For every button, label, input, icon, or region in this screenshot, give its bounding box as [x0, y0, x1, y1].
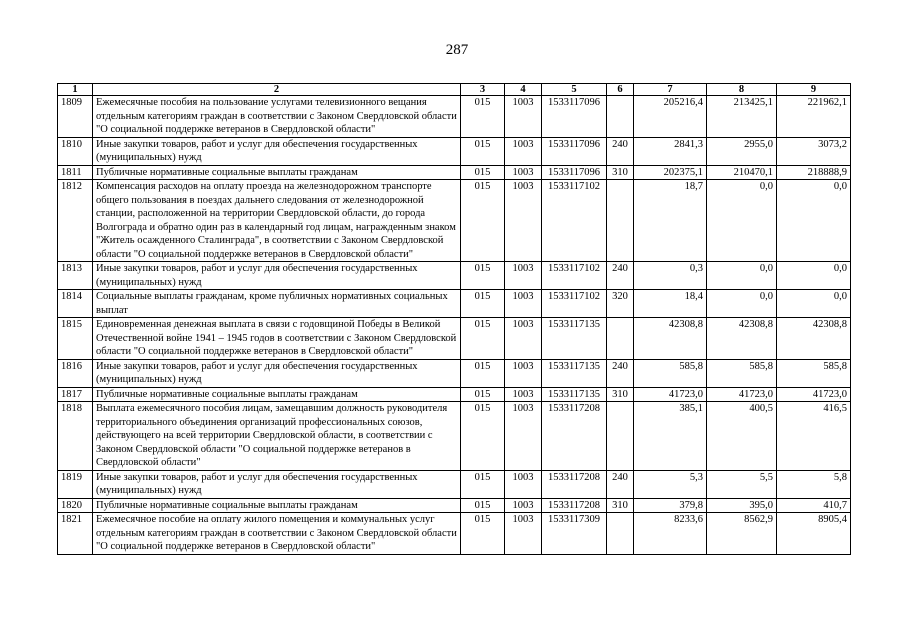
row-value-year3: 5,8: [777, 470, 851, 498]
row-description: Социальные выплаты гражданам, кроме публичных нормативных социальных выплат: [93, 290, 461, 318]
row-value-year2: 41723,0: [707, 387, 777, 402]
table-row: [58, 498, 851, 513]
row-number: 1815: [58, 318, 93, 360]
row-admin-code: 015: [461, 262, 505, 290]
row-value-year2: 8562,9: [707, 513, 777, 555]
row-section-code: 1003: [505, 318, 542, 360]
row-value-year3: 3073,2: [777, 137, 851, 165]
row-section-code: 1003: [505, 96, 542, 138]
row-target-code: 1533117135: [542, 359, 607, 387]
row-admin-code: 015: [461, 513, 505, 555]
row-expense-type: 240: [607, 137, 634, 165]
row-value-year3: 585,8: [777, 359, 851, 387]
row-number: 1813: [58, 262, 93, 290]
row-admin-code: 015: [461, 359, 505, 387]
row-section-code: 1003: [505, 402, 542, 471]
row-target-code: 1533117208: [542, 498, 607, 513]
row-section-code: 1003: [505, 498, 542, 513]
row-value-year3: 42308,8: [777, 318, 851, 360]
row-expense-type: [607, 180, 634, 262]
row-value-year1: 0,3: [634, 262, 707, 290]
row-value-year3: 8905,4: [777, 513, 851, 555]
row-admin-code: 015: [461, 318, 505, 360]
col-header-1: 1: [58, 84, 93, 96]
row-admin-code: 015: [461, 180, 505, 262]
col-header-2: 2: [93, 84, 461, 96]
row-target-code: 1533117135: [542, 387, 607, 402]
row-admin-code: 015: [461, 290, 505, 318]
row-target-code: 1533117208: [542, 470, 607, 498]
row-target-code: 1533117096: [542, 165, 607, 180]
row-description: Иные закупки товаров, работ и услуг для обеспечения государственных (муниципальных) нужд: [93, 359, 461, 387]
row-value-year2: 5,5: [707, 470, 777, 498]
row-expense-type: 310: [607, 498, 634, 513]
col-header-9: 9: [777, 84, 851, 96]
table-row: [58, 402, 851, 471]
row-description: Ежемесячные пособия на пользование услугами телевизионного вещания отдельным категориям граждан в соответствии с Законом Свердловской области "О социальной поддержке ветеранов в Свердловской области": [93, 96, 461, 138]
table-row: [58, 359, 851, 387]
row-number: 1814: [58, 290, 93, 318]
row-value-year2: 395,0: [707, 498, 777, 513]
row-description: Компенсация расходов на оплату проезда на железнодорожном транспорте общего пользования в поездах дальнего следования от железнодорожной станции, расположенной на территории Свердловской области, до города Волгограда и обратно один раз в календарный год лицам, награжденным знаком "Житель осажденного Сталинграда", в соответствии с Законом Свердловской области "О социальной поддержке ветеранов в Свердловской области": [93, 180, 461, 262]
row-admin-code: 015: [461, 470, 505, 498]
row-value-year2: 42308,8: [707, 318, 777, 360]
row-target-code: 1533117102: [542, 180, 607, 262]
row-expense-type: [607, 96, 634, 138]
row-value-year1: 18,7: [634, 180, 707, 262]
row-value-year3: 218888,9: [777, 165, 851, 180]
row-value-year2: 400,5: [707, 402, 777, 471]
row-description: Публичные нормативные социальные выплаты гражданам: [93, 387, 461, 402]
row-section-code: 1003: [505, 290, 542, 318]
row-section-code: 1003: [505, 137, 542, 165]
row-target-code: 1533117096: [542, 137, 607, 165]
row-target-code: 1533117096: [542, 96, 607, 138]
row-value-year2: 585,8: [707, 359, 777, 387]
row-value-year2: 213425,1: [707, 96, 777, 138]
row-value-year3: 221962,1: [777, 96, 851, 138]
row-target-code: 1533117102: [542, 262, 607, 290]
header-row: [58, 84, 851, 96]
row-section-code: 1003: [505, 387, 542, 402]
row-admin-code: 015: [461, 165, 505, 180]
table-row: [58, 387, 851, 402]
row-value-year1: 41723,0: [634, 387, 707, 402]
row-value-year1: 385,1: [634, 402, 707, 471]
table-row: [58, 96, 851, 138]
row-target-code: 1533117208: [542, 402, 607, 471]
row-value-year3: 41723,0: [777, 387, 851, 402]
row-expense-type: 320: [607, 290, 634, 318]
row-description: Иные закупки товаров, работ и услуг для обеспечения государственных (муниципальных) нужд: [93, 137, 461, 165]
row-number: 1818: [58, 402, 93, 471]
row-section-code: 1003: [505, 180, 542, 262]
table-row: [58, 318, 851, 360]
row-number: 1810: [58, 137, 93, 165]
row-value-year3: 0,0: [777, 262, 851, 290]
row-section-code: 1003: [505, 513, 542, 555]
col-header-5: 5: [542, 84, 607, 96]
row-admin-code: 015: [461, 137, 505, 165]
row-expense-type: 240: [607, 470, 634, 498]
row-value-year2: 0,0: [707, 262, 777, 290]
row-number: 1812: [58, 180, 93, 262]
row-value-year1: 585,8: [634, 359, 707, 387]
row-admin-code: 015: [461, 96, 505, 138]
row-expense-type: [607, 402, 634, 471]
table-row: [58, 180, 851, 262]
budget-table: [57, 83, 851, 555]
row-value-year3: 416,5: [777, 402, 851, 471]
row-target-code: 1533117102: [542, 290, 607, 318]
table-row: [58, 290, 851, 318]
row-section-code: 1003: [505, 470, 542, 498]
row-number: 1809: [58, 96, 93, 138]
col-header-3: 3: [461, 84, 505, 96]
row-value-year1: 8233,6: [634, 513, 707, 555]
row-value-year2: 2955,0: [707, 137, 777, 165]
row-expense-type: [607, 318, 634, 360]
row-value-year3: 0,0: [777, 180, 851, 262]
row-value-year2: 210470,1: [707, 165, 777, 180]
row-section-code: 1003: [505, 359, 542, 387]
table-body: [58, 96, 851, 555]
row-value-year1: 18,4: [634, 290, 707, 318]
row-expense-type: 310: [607, 165, 634, 180]
row-description: Иные закупки товаров, работ и услуг для обеспечения государственных (муниципальных) нужд: [93, 470, 461, 498]
row-expense-type: 310: [607, 387, 634, 402]
row-description: Публичные нормативные социальные выплаты гражданам: [93, 498, 461, 513]
row-description: Ежемесячное пособие на оплату жилого помещения и коммунальных услуг отдельным категориям граждан в соответствии с Законом Свердловской области "О социальной поддержке ветеранов в Свердловской области": [93, 513, 461, 555]
table-row: [58, 470, 851, 498]
row-description: Единовременная денежная выплата в связи с годовщиной Победы в Великой Отечественной войне 1941 – 1945 годов в соответствии с Законом Свердловской области "О социальной поддержке ветеранов в Свердловской области": [93, 318, 461, 360]
row-target-code: 1533117309: [542, 513, 607, 555]
col-header-6: 6: [607, 84, 634, 96]
row-admin-code: 015: [461, 498, 505, 513]
col-header-8: 8: [707, 84, 777, 96]
table-row: [58, 137, 851, 165]
row-value-year1: 42308,8: [634, 318, 707, 360]
row-expense-type: 240: [607, 359, 634, 387]
row-value-year1: 379,8: [634, 498, 707, 513]
row-number: 1820: [58, 498, 93, 513]
row-number: 1811: [58, 165, 93, 180]
col-header-4: 4: [505, 84, 542, 96]
row-description: Выплата ежемесячного пособия лицам, замещавшим должность руководителя территориального объединения организаций профессиональных союзов, действующего на всей территории Свердловской области, в соответствии с Законом Свердловской области "О социальной поддержке ветеранов в Свердловской области": [93, 402, 461, 471]
row-value-year1: 2841,3: [634, 137, 707, 165]
row-expense-type: [607, 513, 634, 555]
row-description: Иные закупки товаров, работ и услуг для обеспечения государственных (муниципальных) нужд: [93, 262, 461, 290]
table-row: [58, 513, 851, 555]
row-value-year1: 5,3: [634, 470, 707, 498]
row-value-year1: 205216,4: [634, 96, 707, 138]
table-row: [58, 165, 851, 180]
table-row: [58, 262, 851, 290]
row-number: 1821: [58, 513, 93, 555]
row-description: Публичные нормативные социальные выплаты гражданам: [93, 165, 461, 180]
row-admin-code: 015: [461, 387, 505, 402]
row-value-year3: 0,0: [777, 290, 851, 318]
row-target-code: 1533117135: [542, 318, 607, 360]
col-header-7: 7: [634, 84, 707, 96]
row-section-code: 1003: [505, 262, 542, 290]
row-expense-type: 240: [607, 262, 634, 290]
row-number: 1819: [58, 470, 93, 498]
row-value-year3: 410,7: [777, 498, 851, 513]
page-number: 287: [445, 42, 469, 58]
row-section-code: 1003: [505, 165, 542, 180]
row-value-year2: 0,0: [707, 290, 777, 318]
row-value-year1: 202375,1: [634, 165, 707, 180]
row-admin-code: 015: [461, 402, 505, 471]
row-value-year2: 0,0: [707, 180, 777, 262]
row-number: 1817: [58, 387, 93, 402]
row-number: 1816: [58, 359, 93, 387]
